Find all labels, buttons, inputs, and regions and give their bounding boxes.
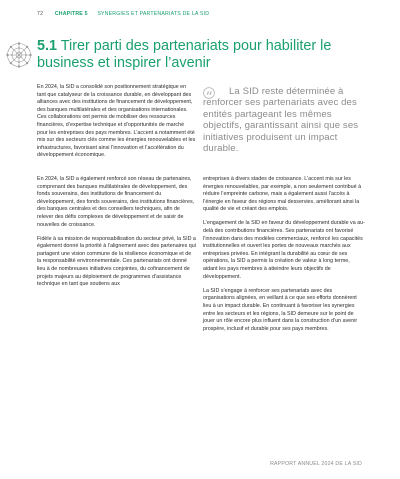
section-title-text: Tirer parti des partenariats pour habiliter le business et inspirer l’avenir — [37, 38, 332, 71]
network-emblem-icon — [4, 40, 34, 70]
left-column — [37, 176, 196, 295]
right-column — [203, 176, 365, 340]
body-paragraph: La SID s’engage à renforcer ses partenariats avec des organisations alignées, en veillant à ce que ses efforts donnèrent lieu à un impact durable. En continuant à favoriser les synergies entre les secteurs et les régions, la SID demeure sur le point de jouer un rôle encore plus influent dans la construction d’un avenir prospère, inclusif et durable pour ses pays membres. — [203, 287, 358, 332]
pull-quote-text: La SID reste déterminée à renforcer ses partenariats avec des entités partageant les mêmes objectifs, garantissant ainsi que ses initiatives produisent un impact durable. — [203, 86, 359, 155]
section-title — [37, 38, 367, 71]
intro-paragraph: En 2024, la SID a consolidé son positionnement stratégique en tant que catalyseur de la croissance durable, en développant des alliances avec des institutions de financement de développement, des banques multilatérales et des organisations internationales. Ces collaborations ont permis de mobiliser des ressources financières, d’expertise technique et d’opportunités de marché pour les entreprises des pays membres. L’accent a notamment été mis sur des secteurs clés comme les énergies renouvelables et les infrastructures, favorisant ainsi l’innovation et l’accélération du développement économique. — [37, 84, 196, 159]
page-header — [37, 11, 380, 17]
chapter-label: CHAPITRE 5 — [54, 11, 88, 17]
page-number: 72 — [37, 11, 44, 17]
chapter-title: SYNERGIES ET PARTENARIATS DE LA SID — [97, 11, 210, 17]
body-paragraph: En 2024, la SID a également renforcé son réseau de partenaires, comprenant des banques multilatérales de développement, des fonds souverains, des institutions de financement du développement, des fonds souverains, des institutions financières, des banques centrales et des conseillers techniques, afin de relever des défis complexes de développement et de saisir de nouvelles de croissance. — [37, 176, 195, 228]
body-paragraph: Fidèle à sa mission de responsabilisation du secteur privé, la SID a également donné la priorité à l’alignement avec des partenaires qui partagent une vision commune de la résilience économique et de la responsabilité environnementale. Ces partenariats ont donné lieu à de nombreuses initiatives conjointes, du cofinancement de projets majeurs au déploiement de programmes d’assistance technique en tant que soutiens aux — [37, 235, 196, 288]
body-paragraph: L’engagement de la SID en faveur du développement durable va au-delà des contributions financières. Ses partenariats ont favorisé l’innovation dans des modèles commerciaux, renforcé les capacités institutionnelles et ouvert les portes de nouveaux marchés aux entreprises privées. En intégrant la durabilité au cœur de ses opérations, la SID a permis la création de valeur à long terme, aidant les pays membres à atteindre leurs objectifs de développement. — [203, 220, 365, 280]
body-paragraph: entreprises à divers stades de croissance. L’accent mis sur les énergies renouvelables, par exemple, a non seulement contribué à réduire l’empreinte carbone, mais a également aussi l’accès à l’énergie en faveur des régions mal desservies, améliorant ainsi la qualité de vie et créant des emplois. — [203, 176, 362, 213]
page-footer: RAPPORT ANNUEL 2024 DE LA SID — [270, 461, 362, 467]
pull-quote — [203, 86, 368, 154]
section-number: 5.1 — [37, 38, 58, 54]
intro-column — [37, 84, 196, 166]
quote-mark-icon — [203, 87, 215, 99]
